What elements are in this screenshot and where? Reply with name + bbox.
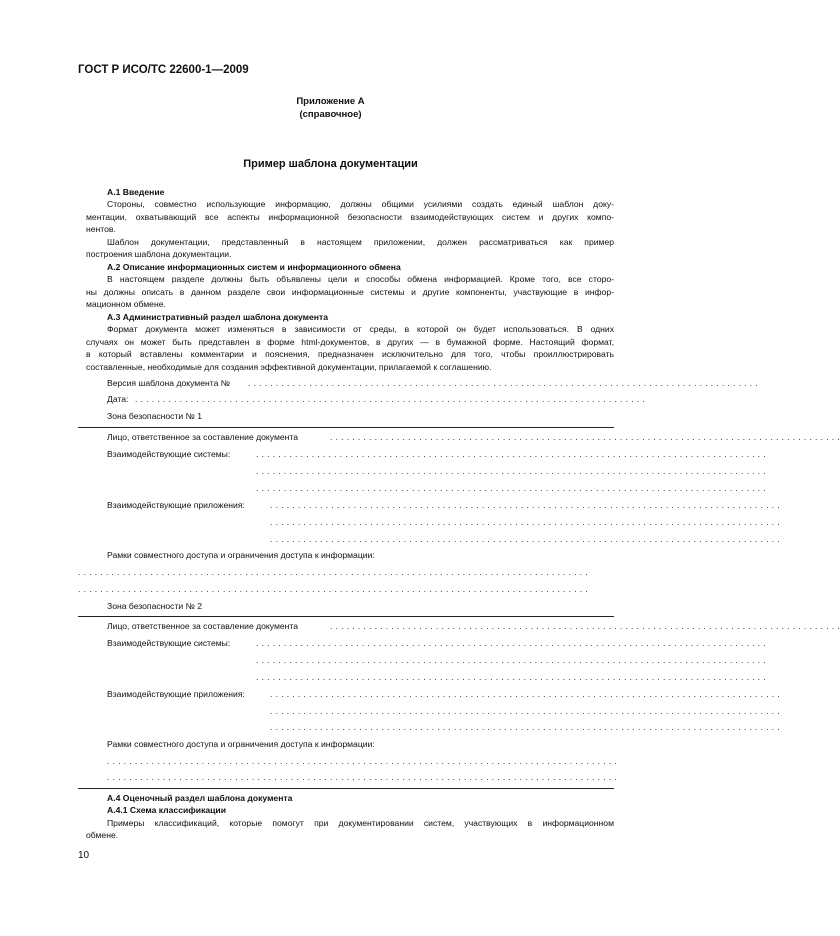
document-header: ГОСТ Р ИСО/ТС 22600-1—2009 — [78, 64, 249, 76]
section-a1-heading: А.1 Введение — [107, 187, 165, 197]
version-field[interactable]: . . . . . . . . . . . . . . . . . . . . . . . . . . . . . . . . . . . . . . . . . . . . . . . . . . . . . . . . . . . . . . . . . . . . . . . . . . . . . . . . . . . . . . . . . . . . — [248, 378, 759, 388]
zone2-apps-field-2[interactable]: . . . . . . . . . . . . . . . . . . . . . . . . . . . . . . . . . . . . . . . . . . . . . . . . . . . . . . . . . . . . . . . . . . . . . . . . . . . . . . . . . . . . . . . . . . . . — [270, 706, 781, 716]
zone1-frames-field-1[interactable]: . . . . . . . . . . . . . . . . . . . . . . . . . . . . . . . . . . . . . . . . . . . . . . . . . . . . . . . . . . . . . . . . . . . . . . . . . . . . . . . . . . . . . . . . . . . . — [78, 567, 589, 577]
section-a4-p1-line2: обмене. — [86, 830, 119, 841]
zone1-apps-field-1[interactable]: . . . . . . . . . . . . . . . . . . . . . . . . . . . . . . . . . . . . . . . . . . . . . . . . . . . . . . . . . . . . . . . . . . . . . . . . . . . . . . . . . . . . . . . . . . . . — [270, 500, 781, 510]
page-number: 10 — [78, 850, 90, 861]
section-a2 — [86, 261, 614, 311]
section-a3-p1-line1: Формат документа может изменяться в зависимости от среды, в которой он будет использоваться. В одних — [107, 324, 614, 335]
zone2-apps-field-3[interactable]: . . . . . . . . . . . . . . . . . . . . . . . . . . . . . . . . . . . . . . . . . . . . . . . . . . . . . . . . . . . . . . . . . . . . . . . . . . . . . . . . . . . . . . . . . . . . — [270, 722, 781, 732]
section-a3-p1-line4: составленные, необходимые для создания эффективной документации, прилагаемой к соглашению. — [86, 361, 492, 372]
zone2-frames-label: Рамки совместного доступа и ограничения доступа к информации: — [107, 739, 375, 749]
section-a2-p1-line1: В настоящем разделе должны быть объявлены цели и способы обмена информацией. Кроме того, все сторо- — [107, 274, 614, 285]
zone1-systems-field-1[interactable]: . . . . . . . . . . . . . . . . . . . . . . . . . . . . . . . . . . . . . . . . . . . . . . . . . . . . . . . . . . . . . . . . . . . . . . . . . . . . . . . . . . . . . . . . . . . . — [256, 449, 767, 459]
section-a1 — [86, 186, 614, 260]
zone2-apps-field-1[interactable]: . . . . . . . . . . . . . . . . . . . . . . . . . . . . . . . . . . . . . . . . . . . . . . . . . . . . . . . . . . . . . . . . . . . . . . . . . . . . . . . . . . . . . . . . . . . . — [270, 689, 781, 699]
section-a1-p2-line1: Шаблон документации, представленный в настоящем приложении, должен рассматриваться как пример — [107, 236, 614, 247]
appendix-title: Приложение А — [296, 96, 365, 107]
zone1-frames-field-2[interactable]: . . . . . . . . . . . . . . . . . . . . . . . . . . . . . . . . . . . . . . . . . . . . . . . . . . . . . . . . . . . . . . . . . . . . . . . . . . . . . . . . . . . . . . . . . . . . — [78, 584, 589, 594]
section-a4-p1-line1: Примеры классификаций, которые помогут при документировании систем, участвующих в информационном — [107, 817, 614, 828]
section-a4 — [86, 792, 614, 842]
zone1-systems-field-2[interactable]: . . . . . . . . . . . . . . . . . . . . . . . . . . . . . . . . . . . . . . . . . . . . . . . . . . . . . . . . . . . . . . . . . . . . . . . . . . . . . . . . . . . . . . . . . . . . — [256, 466, 767, 476]
section-a4-1-heading: А.4.1 Схема классификации — [107, 805, 226, 816]
zone2-apps-label: Взаимодействующие приложения: — [107, 689, 245, 699]
section-a1-p2-line2: построения шаблона документации. — [86, 249, 232, 260]
appendix-label — [0, 95, 661, 121]
date-label: Дата: — [107, 394, 129, 404]
zone1-responsible-field[interactable]: . . . . . . . . . . . . . . . . . . . . . . . . . . . . . . . . . . . . . . . . . . . . . . . . . . . . . . . . . . . . . . . . . . . . . . . . . . . . . . . . . . . . . . . . . . . . — [330, 432, 840, 442]
zone1-apps-label: Взаимодействующие приложения: — [107, 500, 245, 510]
zone1-apps-field-3[interactable]: . . . . . . . . . . . . . . . . . . . . . . . . . . . . . . . . . . . . . . . . . . . . . . . . . . . . . . . . . . . . . . . . . . . . . . . . . . . . . . . . . . . . . . . . . . . . — [270, 534, 781, 544]
zone1-responsible-label: Лицо, ответственное за составление документа — [107, 432, 299, 442]
section-a4-heading: А.4 Оценочный раздел шаблона документа — [107, 793, 293, 803]
main-title: Пример шаблона документации — [243, 158, 418, 170]
zone1-frames-label: Рамки совместного доступа и ограничения доступа к информации: — [107, 550, 375, 560]
zone2-responsible-field[interactable]: . . . . . . . . . . . . . . . . . . . . . . . . . . . . . . . . . . . . . . . . . . . . . . . . . . . . . . . . . . . . . . . . . . . . . . . . . . . . . . . . . . . . . . . . . . . . — [330, 621, 840, 631]
zone1-label: Зона безопасности № 1 — [107, 411, 202, 421]
zone1-apps-field-2[interactable]: . . . . . . . . . . . . . . . . . . . . . . . . . . . . . . . . . . . . . . . . . . . . . . . . . . . . . . . . . . . . . . . . . . . . . . . . . . . . . . . . . . . . . . . . . . . . — [270, 517, 781, 527]
zone1-systems-field-3[interactable]: . . . . . . . . . . . . . . . . . . . . . . . . . . . . . . . . . . . . . . . . . . . . . . . . . . . . . . . . . . . . . . . . . . . . . . . . . . . . . . . . . . . . . . . . . . . . — [256, 483, 767, 493]
zone1-divider — [78, 427, 614, 428]
zone1-systems-label: Взаимодействующие системы: — [107, 449, 231, 459]
section-a3-heading: А.3 Административный раздел шаблона документа — [107, 312, 328, 322]
zone2-divider — [78, 616, 614, 617]
section-a3-p1-line3: в который вставлены комментарии и пояснения, предназначен исключительно для того, чтобы проиллюстрировать — [86, 349, 614, 360]
section-a2-heading: А.2 Описание информационных систем и информационного обмена — [107, 262, 401, 272]
zone2-systems-field-3[interactable]: . . . . . . . . . . . . . . . . . . . . . . . . . . . . . . . . . . . . . . . . . . . . . . . . . . . . . . . . . . . . . . . . . . . . . . . . . . . . . . . . . . . . . . . . . . . . — [256, 672, 767, 682]
section-a3 — [86, 311, 614, 373]
zone2-responsible-label: Лицо, ответственное за составление документа — [107, 621, 299, 631]
version-label: Версия шаблона документа № — [107, 378, 230, 388]
date-field[interactable]: . . . . . . . . . . . . . . . . . . . . . . . . . . . . . . . . . . . . . . . . . . . . . . . . . . . . . . . . . . . . . . . . . . . . . . . . . . . . . . . . . . . . . . . . . . . . — [135, 394, 646, 404]
section-a2-p1-line2: ны должны описать в данном разделе свои информационные системы и другие компоненты, участвующие в инфор- — [86, 286, 614, 297]
zone2-systems-field-2[interactable]: . . . . . . . . . . . . . . . . . . . . . . . . . . . . . . . . . . . . . . . . . . . . . . . . . . . . . . . . . . . . . . . . . . . . . . . . . . . . . . . . . . . . . . . . . . . . — [256, 655, 767, 665]
zone2-label: Зона безопасности № 2 — [107, 601, 202, 611]
section-a1-p1-line2: ментации, охватывающий все аспекты информационной безопасности взаимодействующих систем и других компо- — [86, 211, 614, 222]
appendix-type: (справочное) — [299, 109, 362, 120]
zone2-systems-label: Взаимодействующие системы: — [107, 638, 231, 648]
zone2-frames-field-1[interactable]: . . . . . . . . . . . . . . . . . . . . . . . . . . . . . . . . . . . . . . . . . . . . . . . . . . . . . . . . . . . . . . . . . . . . . . . . . . . . . . . . . . . . . . . . . . . . — [107, 756, 618, 766]
section-a1-p1-line3: нентов. — [86, 224, 116, 235]
zone2-systems-field-1[interactable]: . . . . . . . . . . . . . . . . . . . . . . . . . . . . . . . . . . . . . . . . . . . . . . . . . . . . . . . . . . . . . . . . . . . . . . . . . . . . . . . . . . . . . . . . . . . . — [256, 638, 767, 648]
section-a1-p1-line1: Стороны, совместно использующие информацию, должны общими усилиями создать единый шаблон доку- — [107, 199, 614, 210]
section-a3-p1-line2: случаях он может быть представлен в форме html-документов, в других — в бумажной форме. Настоящий формат, — [86, 336, 614, 347]
zone2-frames-field-2[interactable]: . . . . . . . . . . . . . . . . . . . . . . . . . . . . . . . . . . . . . . . . . . . . . . . . . . . . . . . . . . . . . . . . . . . . . . . . . . . . . . . . . . . . . . . . . . . . — [107, 772, 618, 782]
form-end-divider — [78, 788, 614, 789]
section-a2-p1-line3: мационном обмене. — [86, 299, 166, 310]
